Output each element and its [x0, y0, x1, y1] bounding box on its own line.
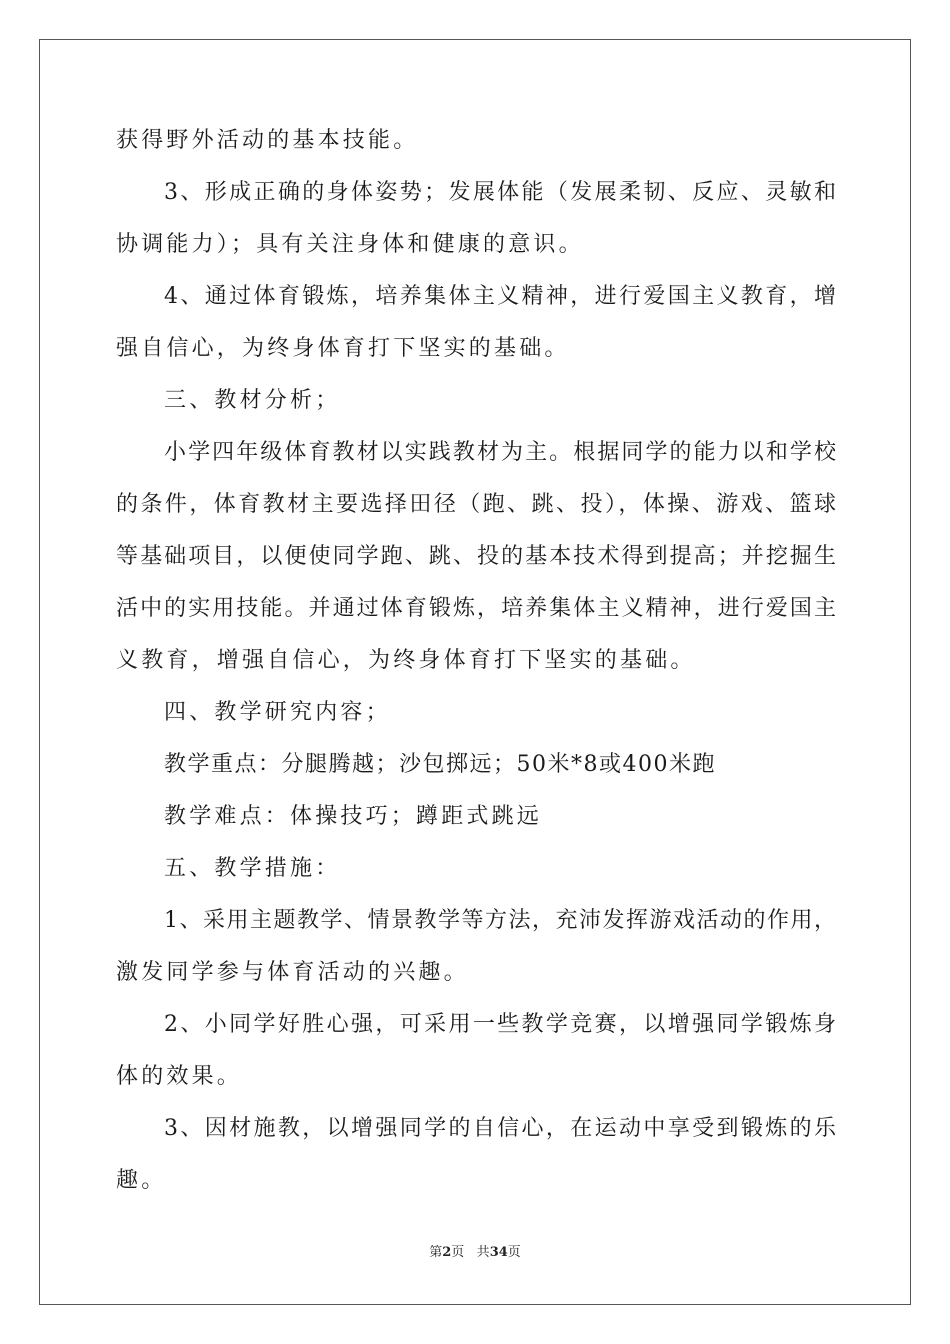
paragraph-line: 强自信心，为终身体育打下坚实的基础。: [116, 336, 570, 361]
page-prefix: 第: [429, 1245, 443, 1260]
teaching-difficulties: 教学难点：体操技巧；蹲距式跳远: [164, 804, 543, 829]
paragraph-line: 2、小同学好胜心强，可采用一些教学竞赛，以增强同学锻炼身: [164, 1012, 836, 1037]
paragraph-line: 3、因材施教，以增强同学的自信心，在运动中享受到锻炼的乐: [164, 1116, 836, 1141]
paragraph-line: 趣。: [116, 1168, 167, 1193]
section-heading: 四、教学研究内容；: [164, 700, 391, 725]
paragraph-line: 3、形成正确的身体姿势；发展体能（发展柔韧、反应、灵敏和: [164, 180, 836, 205]
paragraph-line: 1、采用主题教学、情景教学等方法，充沛发挥游戏活动的作用，: [164, 908, 836, 933]
paragraph-line: 活中的实用技能。并通过体育锻炼，培养集体主义精神，进行爱国主: [116, 596, 836, 621]
total-pages: 34: [489, 1245, 508, 1260]
paragraph-line: 小学四年级体育教材以实践教材为主。根据同学的能力以和学校: [164, 440, 836, 465]
section-heading: 五、教学措施：: [164, 856, 341, 881]
paragraph-line: 义教育，增强自信心，为终身体育打下坚实的基础。: [116, 648, 696, 673]
teaching-key-points: 教学重点：分腿腾越；沙包掷远；50米*8或400米跑: [164, 752, 716, 777]
paragraph-line: 协调能力）；具有关注身体和健康的意识。: [116, 232, 584, 257]
section-heading: 三、教材分析；: [164, 388, 341, 413]
paragraph-line: 的条件，体育教材主要选择田径（跑、跳、投），体操、游戏、篮球: [116, 492, 836, 517]
page-number: 2: [442, 1245, 452, 1260]
paragraph-line: 4、通过体育锻炼，培养集体主义精神，进行爱国主义教育，增: [164, 284, 836, 309]
page-suffix: 页: [451, 1245, 465, 1260]
paragraph-line: 激发同学参与体育活动的兴趣。: [116, 960, 469, 985]
paragraph-line: 等基础项目，以便使同学跑、跳、投的基本技术得到提高；并挖掘生: [116, 544, 836, 569]
paragraph-line: 体的效果。: [116, 1064, 243, 1089]
total-suffix: 页: [507, 1245, 521, 1260]
paragraph-line: 获得野外活动的基本技能。: [116, 128, 419, 153]
page-footer: [0, 1244, 950, 1262]
total-prefix: 共: [476, 1245, 490, 1260]
